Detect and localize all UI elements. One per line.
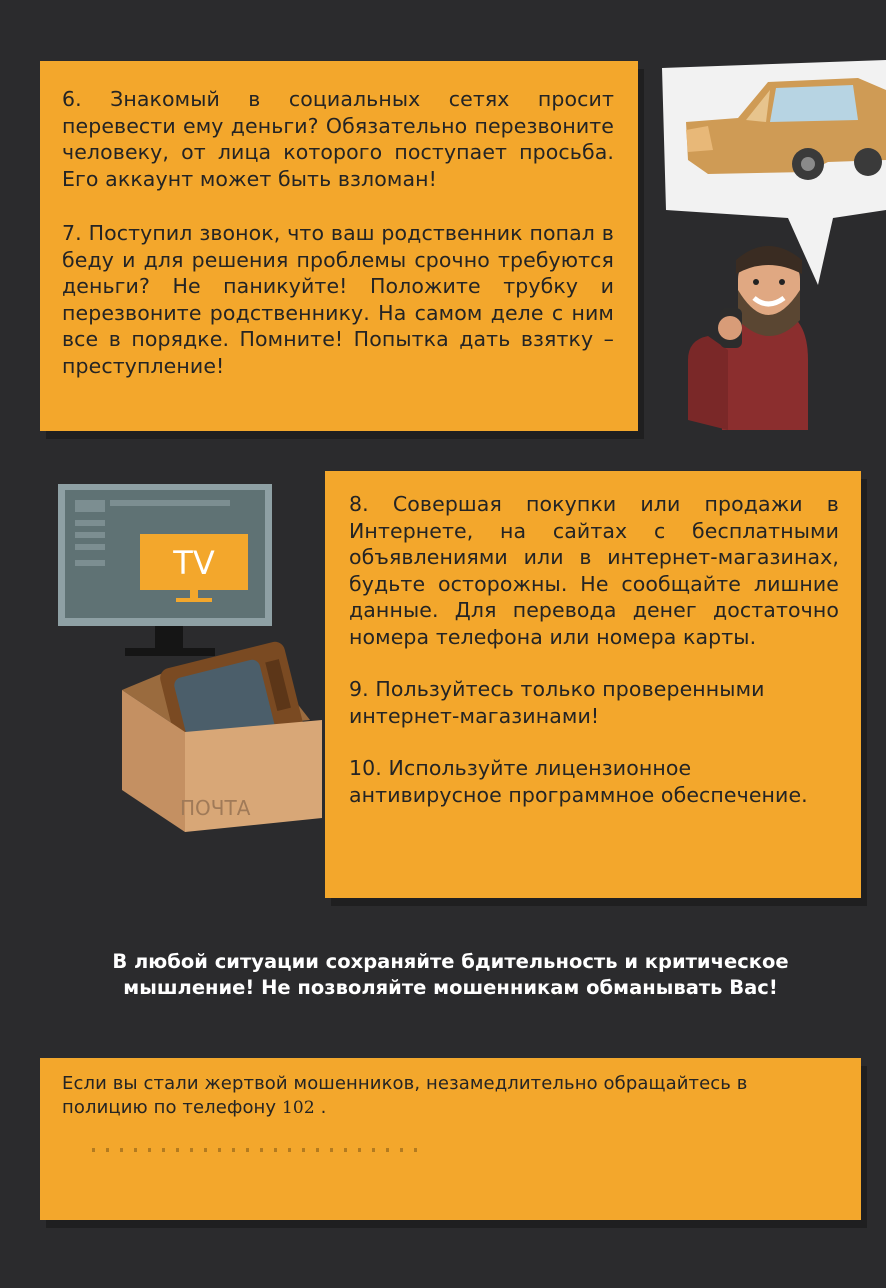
appeal-line-1: В любой ситуации сохраняйте бдительность и критическое — [112, 950, 789, 973]
man-on-phone-icon — [688, 246, 808, 430]
tip-9: 9. Пользуйтесь только проверенными интернет-магазинами! — [349, 677, 765, 728]
monitor-icon — [58, 484, 272, 656]
tv-label: TV — [173, 544, 215, 582]
police-phone-number: 102 — [282, 1098, 315, 1118]
tip-8: 8. Совершая покупки или продажи в Интернете, на сайтах с бесплатными объявлениями или в интернет-магазинах, будьте осторожны. Не сообщайте лишние данные. Для перевода денег достаточно номера телефона или номера карты. — [349, 492, 839, 649]
faded-text-line — [92, 1148, 422, 1152]
tips-card-8-10 — [325, 471, 861, 898]
appeal-line-2: мышление! Не позволяйте мошенникам обманывать Вас! — [123, 976, 778, 999]
tip-7: 7. Поступил звонок, что ваш родственник попал в беду и для решения проблемы срочно требуются деньги? Не паникуйте! Положите трубку и перезвоните родственнику. На самом деле с ним все в порядке. Помните! Попытка дать взятку – преступление! — [62, 221, 614, 378]
tv-parcel-illustration — [30, 470, 330, 850]
tips-card-6-7 — [40, 61, 638, 431]
tip-6: 6. Знакомый в социальных сетях просит перевести ему деньги? Обязательно перезвоните человеку, от лица которого поступает просьба. Его аккаунт может быть взломан! — [62, 87, 614, 191]
vigilance-appeal — [40, 949, 861, 1001]
police-contact-text — [62, 1072, 837, 1120]
box-label: ПОЧТА — [180, 796, 251, 820]
phone-call-illustration — [658, 60, 886, 440]
contact-text: Если вы стали жертвой мошенников, незамедлительно обращайтесь в полицию по телефону — [62, 1073, 748, 1118]
contact-end: . — [320, 1097, 327, 1118]
police-contact-card — [40, 1058, 861, 1220]
tip-10: 10. Используйте лицензионное антивирусное программное обеспечение. — [349, 756, 808, 807]
parcel-box-icon — [122, 640, 322, 832]
